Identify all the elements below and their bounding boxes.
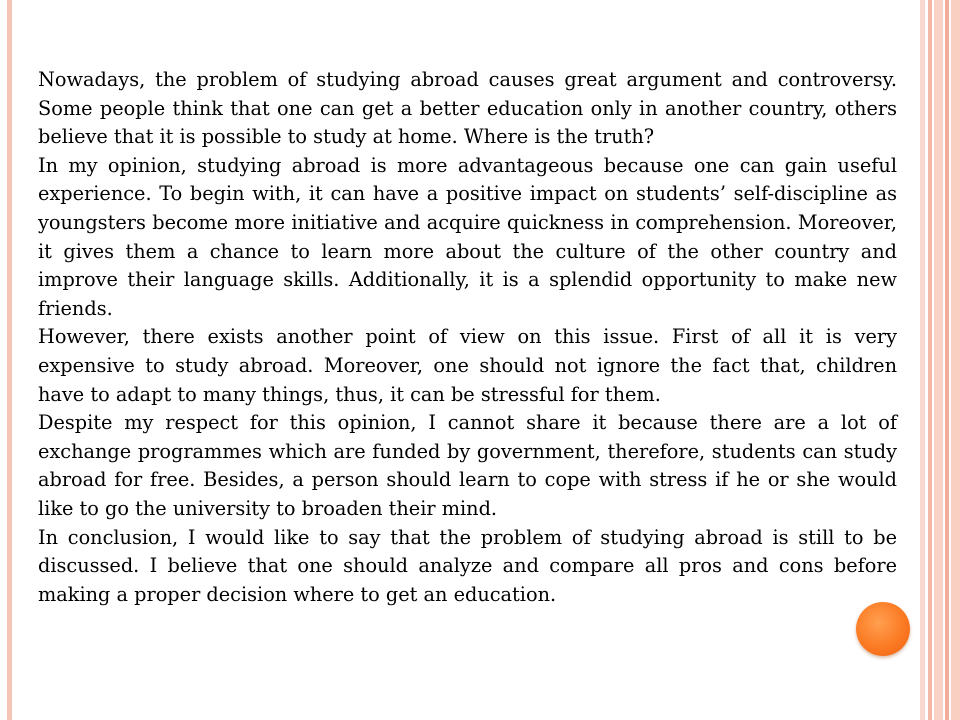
stripe [945, 0, 949, 720]
paragraph-intro: Nowadays, the problem of studying abroad causes great argument and controversy. Some people think that one can get a better education only in another country, others believe that it is possible to study at home. Where is the truth? [38, 68, 897, 149]
paragraph-opinion: In my opinion, studying abroad is more advantageous because one can gain useful experience. To begin with, it can have a positive impact on students’ self-discipline as youngsters become more initiative and acquire quickness in comprehension. Moreover, it gives them a chance to learn more about the culture of the other country and improve their language skills. Additionally, it is a splendid opportunity to make new friends. [38, 153, 897, 320]
orange-circle-decoration [856, 602, 910, 656]
paragraph-counterpoint: However, there exists another point of view on this issue. First of all it is very expensive to study abroad. Moreover, one should not ignore the fact that, children have to adapt to many things, thus, it can be stressful for them. [38, 325, 897, 406]
stripe [951, 0, 960, 720]
left-decorative-rule [7, 0, 12, 720]
stripe [920, 0, 925, 720]
paragraph-conclusion: In conclusion, I would like to say that the problem of studying abroad is still to be discussed. I believe that one should analyze and compare all pros and cons before making a proper decision where to get an education. [38, 525, 897, 606]
essay-text [38, 66, 897, 609]
right-decorative-stripes [920, 0, 960, 720]
stripe [928, 0, 932, 720]
stripe [934, 0, 943, 720]
paragraph-rebuttal: Despite my respect for this opinion, I cannot share it because there are a lot of exchange programmes which are funded by government, therefore, students can study abroad for free. Besides, a person should learn to cope with stress if he or she would like to go the university to broaden their mind. [38, 411, 897, 520]
